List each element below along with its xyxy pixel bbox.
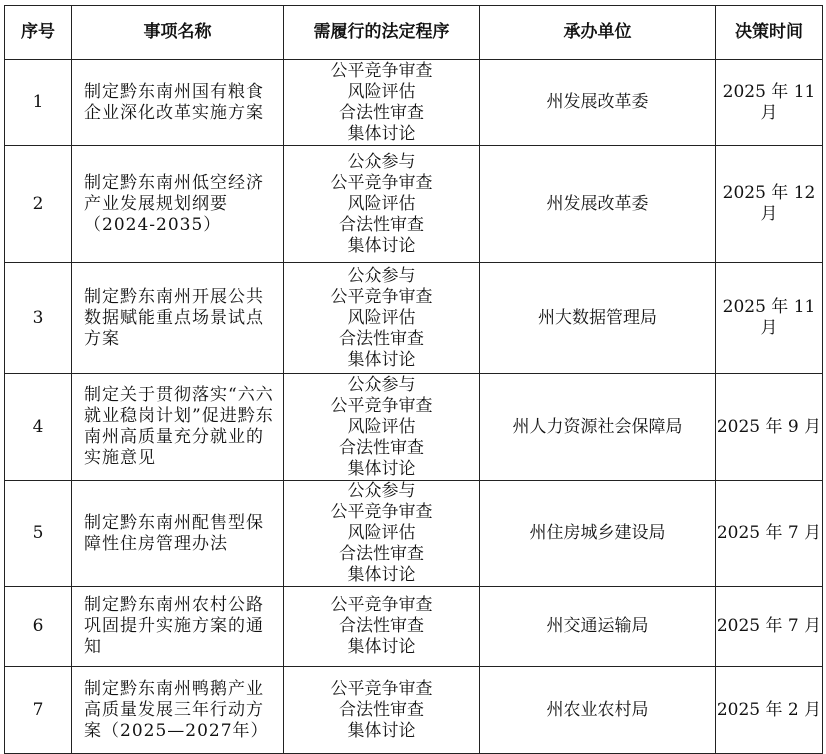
procedure: 集体讨论	[347, 637, 416, 657]
row-no: 6	[5, 587, 72, 667]
procedure: 公平竞争审查	[330, 502, 433, 522]
row-item-name: 制定黔东南州开展公共数据赋能重点场景试点方案	[72, 263, 284, 374]
row-item-name: 制定黔东南州农村公路巩固提升实施方案的通知	[72, 587, 284, 667]
row-procedures	[284, 667, 480, 754]
procedure: 风险评估	[347, 307, 416, 328]
header-unit: 承办单位	[480, 6, 716, 60]
procedure: 集体讨论	[347, 235, 416, 256]
procedure: 公众参与	[347, 151, 416, 172]
procedure: 集体讨论	[347, 123, 416, 144]
table-row	[5, 60, 823, 146]
procedure: 公平竞争审查	[330, 678, 433, 699]
row-no: 1	[5, 60, 72, 146]
row-unit: 州大数据管理局	[480, 263, 716, 374]
row-unit: 州发展改革委	[480, 60, 716, 146]
procedure: 风险评估	[347, 523, 416, 543]
table-row	[5, 587, 823, 667]
procedure: 合法性审查	[339, 437, 424, 458]
row-item-name: 制定关于贯彻落实“六六就业稳岗计划”促进黔东南州高质量充分就业的实施意见	[72, 374, 284, 481]
table-row	[5, 146, 823, 263]
procedure: 风险评估	[347, 416, 416, 437]
table-row	[5, 481, 823, 587]
row-unit: 州交通运输局	[480, 587, 716, 667]
header-procedures: 需履行的法定程序	[284, 6, 480, 60]
row-decision-time: 2025 年 11 月	[716, 60, 823, 146]
row-decision-time: 2025 年 9 月	[716, 374, 823, 481]
procedure: 公平竞争审查	[330, 286, 433, 307]
procedure: 集体讨论	[347, 720, 416, 741]
procedure: 集体讨论	[347, 458, 416, 479]
header-item-name: 事项名称	[72, 6, 284, 60]
procedure: 公平竞争审查	[330, 595, 433, 615]
procedure: 合法性审查	[339, 544, 424, 564]
table-row	[5, 374, 823, 481]
procedure: 公平竞争审查	[330, 172, 433, 193]
row-decision-time: 2025 年 2 月	[716, 667, 823, 754]
row-item-name: 制定黔东南州低空经济产业发展规划纲要（2024-2035）	[72, 146, 284, 263]
row-item-name: 制定黔东南州鸭鹅产业高质量发展三年行动方案（2025—2027年）	[72, 667, 284, 754]
procedure: 公众参与	[347, 265, 416, 286]
row-procedures	[284, 587, 480, 667]
procedure: 公众参与	[347, 374, 416, 395]
procedure: 集体讨论	[347, 565, 416, 585]
table-header-row	[5, 6, 823, 60]
procedure: 合法性审查	[339, 102, 424, 123]
row-procedures	[284, 481, 480, 587]
row-procedures	[284, 374, 480, 481]
procedure: 公众参与	[347, 481, 416, 501]
row-no: 5	[5, 481, 72, 587]
row-unit: 州住房城乡建设局	[480, 481, 716, 587]
procedure: 公平竞争审查	[330, 395, 433, 416]
procedure: 风险评估	[347, 81, 416, 102]
row-item-name: 制定黔东南州配售型保障性住房管理办法	[72, 481, 284, 587]
row-decision-time: 2025 年 7 月	[716, 587, 823, 667]
procedure: 合法性审查	[339, 328, 424, 349]
row-no: 4	[5, 374, 72, 481]
decision-items-table	[4, 5, 823, 754]
table-row	[5, 667, 823, 754]
row-item-name: 制定黔东南州国有粮食企业深化改革实施方案	[72, 60, 284, 146]
procedure: 合法性审查	[339, 214, 424, 235]
row-no: 3	[5, 263, 72, 374]
row-procedures	[284, 60, 480, 146]
row-decision-time: 2025 年 11 月	[716, 263, 823, 374]
row-no: 7	[5, 667, 72, 754]
header-decision-time: 决策时间	[716, 6, 823, 60]
procedure: 合法性审查	[339, 699, 424, 720]
procedure: 公平竞争审查	[330, 60, 433, 81]
row-decision-time: 2025 年 12 月	[716, 146, 823, 263]
procedure: 集体讨论	[347, 349, 416, 370]
row-procedures	[284, 263, 480, 374]
row-procedures	[284, 146, 480, 263]
row-unit: 州人力资源社会保障局	[480, 374, 716, 481]
row-unit: 州发展改革委	[480, 146, 716, 263]
procedure: 风险评估	[347, 193, 416, 214]
row-no: 2	[5, 146, 72, 263]
table-row	[5, 263, 823, 374]
procedure: 合法性审查	[339, 616, 424, 636]
row-unit: 州农业农村局	[480, 667, 716, 754]
header-no: 序号	[5, 6, 72, 60]
row-decision-time: 2025 年 7 月	[716, 481, 823, 587]
